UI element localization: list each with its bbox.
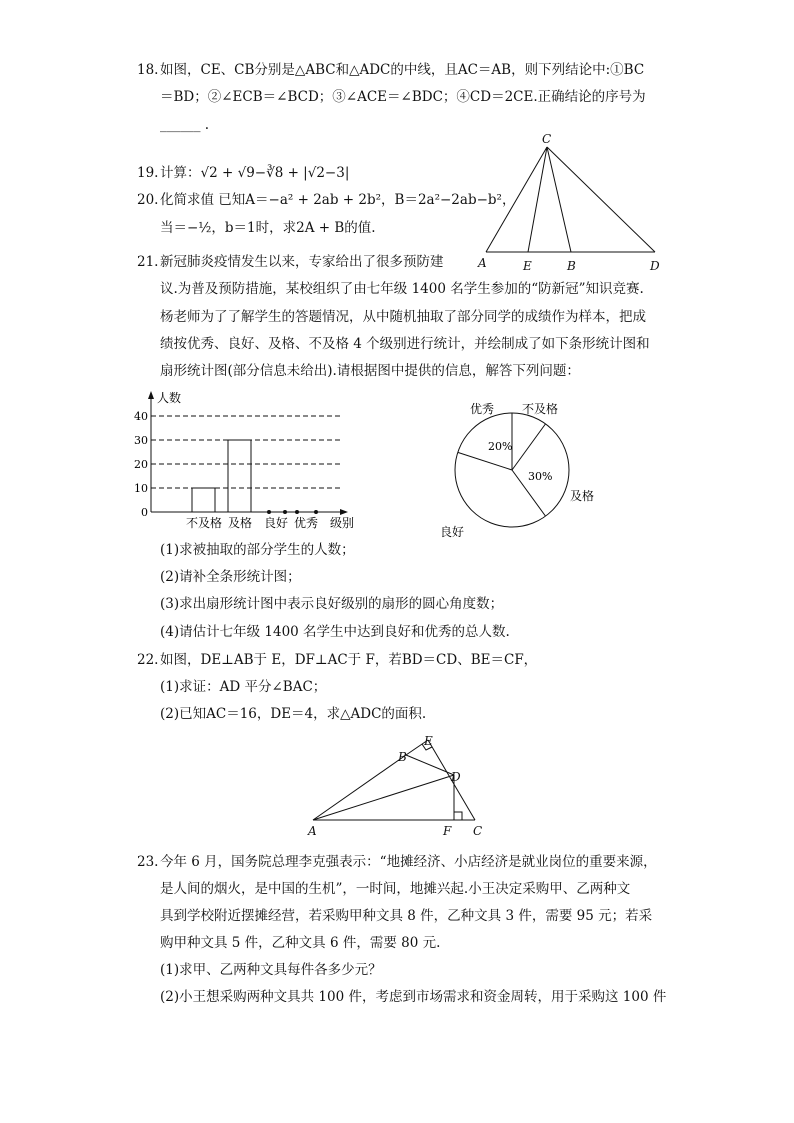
label-c: C xyxy=(473,824,483,838)
q23-sub2: (2)小王想采购两种文具共 100 件，考虑到市场需求和资金周转，用于采购这 100 件 xyxy=(160,989,667,1005)
q21-sub3: (3)求出扇形统计图中表示良好级别的扇形的圆心角度数； xyxy=(160,596,504,612)
pie-chart xyxy=(430,390,610,539)
line-ab xyxy=(313,755,406,820)
label-e: E xyxy=(424,734,433,748)
q22-sub2: (2)已知AC＝16，DE＝4，求△ADC的面积. xyxy=(160,706,427,722)
q22-line1: 如图，DE⊥AB于 E，DF⊥AC于 F，若BD＝CD、BE＝CF， xyxy=(160,652,538,668)
pie-value-label: 30% xyxy=(528,470,553,483)
label-b: B xyxy=(398,750,407,764)
pie-label: 及格 xyxy=(570,489,595,503)
q23-number: 23. xyxy=(137,854,159,870)
q23-line1: 今年 6 月，国务院总理李克强表示：“地摊经济、小店经济是就业岗位的重要来源， xyxy=(160,854,657,870)
label-a: A xyxy=(478,256,487,270)
y-tick-label: 0 xyxy=(141,506,148,519)
q21-sub4: (4)请估计七年级 1400 名学生中达到良好和优秀的总人数. xyxy=(160,624,510,640)
label-c: C xyxy=(542,132,552,146)
bar xyxy=(228,440,251,512)
axis-dot xyxy=(314,510,318,514)
pie-value-label: 20% xyxy=(488,440,513,453)
q23-line4: 购甲种文具 5 件，乙种文具 6 件，需要 80 元. xyxy=(160,935,441,951)
q18-number: 18. xyxy=(137,62,159,78)
q21-line1: 新冠肺炎疫情发生以来，专家给出了很多预防建 xyxy=(160,254,444,270)
q21-line5: 扇形统计图(部分信息未给出).请根据图中提供的信息，解答下列问题： xyxy=(160,363,580,379)
axis-dot xyxy=(295,510,299,514)
x-tick-label: 良好 xyxy=(263,516,289,530)
q21-line4: 绩按优秀、良好、及格、不及格 4 个级别进行统计，并绘制成了如下条形统计图和 xyxy=(160,336,650,352)
x-tick-label: 及格 xyxy=(227,516,253,530)
pie-label: 良好 xyxy=(440,525,465,539)
y-axis-arrow xyxy=(148,391,154,399)
q21-line2: 议.为普及预防措施，某校组织了由七年级 1400 名学生参加的“防新冠”知识竞赛. xyxy=(160,281,644,297)
label-d: D xyxy=(451,770,461,784)
q21-line3: 杨老师为了了解学生的答题情况，从中随机抽取了部分同学的成绩作为样本，把成 xyxy=(160,309,646,325)
bar xyxy=(192,488,215,512)
y-tick-label: 10 xyxy=(134,482,148,495)
q20-line2: 当＝−½，b＝1时，求2A + B的值. xyxy=(160,220,376,236)
q21-sub2: (2)请补全条形统计图； xyxy=(160,569,301,585)
y-tick-label: 20 xyxy=(134,458,148,471)
pie-label: 优秀 xyxy=(470,402,495,416)
x-tick-label: 不及格 xyxy=(185,516,223,530)
q20-line1: 化简求值 已知A＝−a² + 2ab + 2b²，B＝2a²−2ab−b²， xyxy=(160,192,516,208)
q18-line2: ＝BD；②∠ECB＝∠BCD；③∠ACE＝∠BDC；④CD＝2CE.正确结论的序号为 xyxy=(160,89,646,105)
label-b: B xyxy=(567,259,576,273)
pie-slice-edge xyxy=(458,452,512,470)
label-d: D xyxy=(650,259,660,273)
q20-number: 20. xyxy=(137,192,159,208)
q22-sub1: (1)求证：AD 平分∠BAC； xyxy=(160,679,327,695)
bar-chart xyxy=(130,385,370,530)
q23-line2: 是人间的烟火，是中国的生机”，一时间，地摊兴起.小王决定采购甲、乙两种文 xyxy=(160,881,631,897)
line-cb xyxy=(547,147,571,252)
label-a: A xyxy=(308,824,317,838)
right-angle-f xyxy=(454,812,462,820)
y-tick-label: 40 xyxy=(134,410,148,423)
line-ad xyxy=(313,775,454,820)
q18-answer-blank: ______ . xyxy=(160,117,210,133)
pie-slice-edge xyxy=(512,424,546,470)
y-tick-label: 30 xyxy=(134,434,148,447)
pie-label: 不及格 xyxy=(522,402,559,416)
axis-dot xyxy=(267,510,271,514)
x-axis-arrow xyxy=(340,509,348,515)
triangle-figure-q18 xyxy=(470,130,670,275)
x-axis-label: 级别 xyxy=(330,516,355,530)
triangle-figure-q22 xyxy=(300,730,500,840)
x-tick-label: 优秀 xyxy=(293,516,319,530)
q21-number: 21. xyxy=(137,254,159,270)
q19-number: 19. xyxy=(137,165,159,181)
axis-dot xyxy=(283,510,287,514)
q21-sub1: (1)求被抽取的部分学生的人数； xyxy=(160,542,355,558)
q23-sub1: (1)求甲、乙两种文具每件各多少元？ xyxy=(160,962,382,978)
q23-line3: 具到学校附近摆摊经营，若采购甲种文具 8 件，乙种文具 3 件，需要 95 元；若采 xyxy=(160,908,653,924)
label-e: E xyxy=(523,259,532,273)
q18-line1: 如图，CE、CB分别是△ABC和△ADC的中线，且AC＝AB，则下列结论中:①BC xyxy=(160,62,645,78)
q19-text: 计算：√2 + √9−∛8 + |√2−3| xyxy=(160,165,350,181)
y-axis-label: 人数 xyxy=(157,391,182,405)
q22-number: 22. xyxy=(137,652,159,668)
line-cd xyxy=(547,147,655,252)
label-f: F xyxy=(443,824,452,838)
